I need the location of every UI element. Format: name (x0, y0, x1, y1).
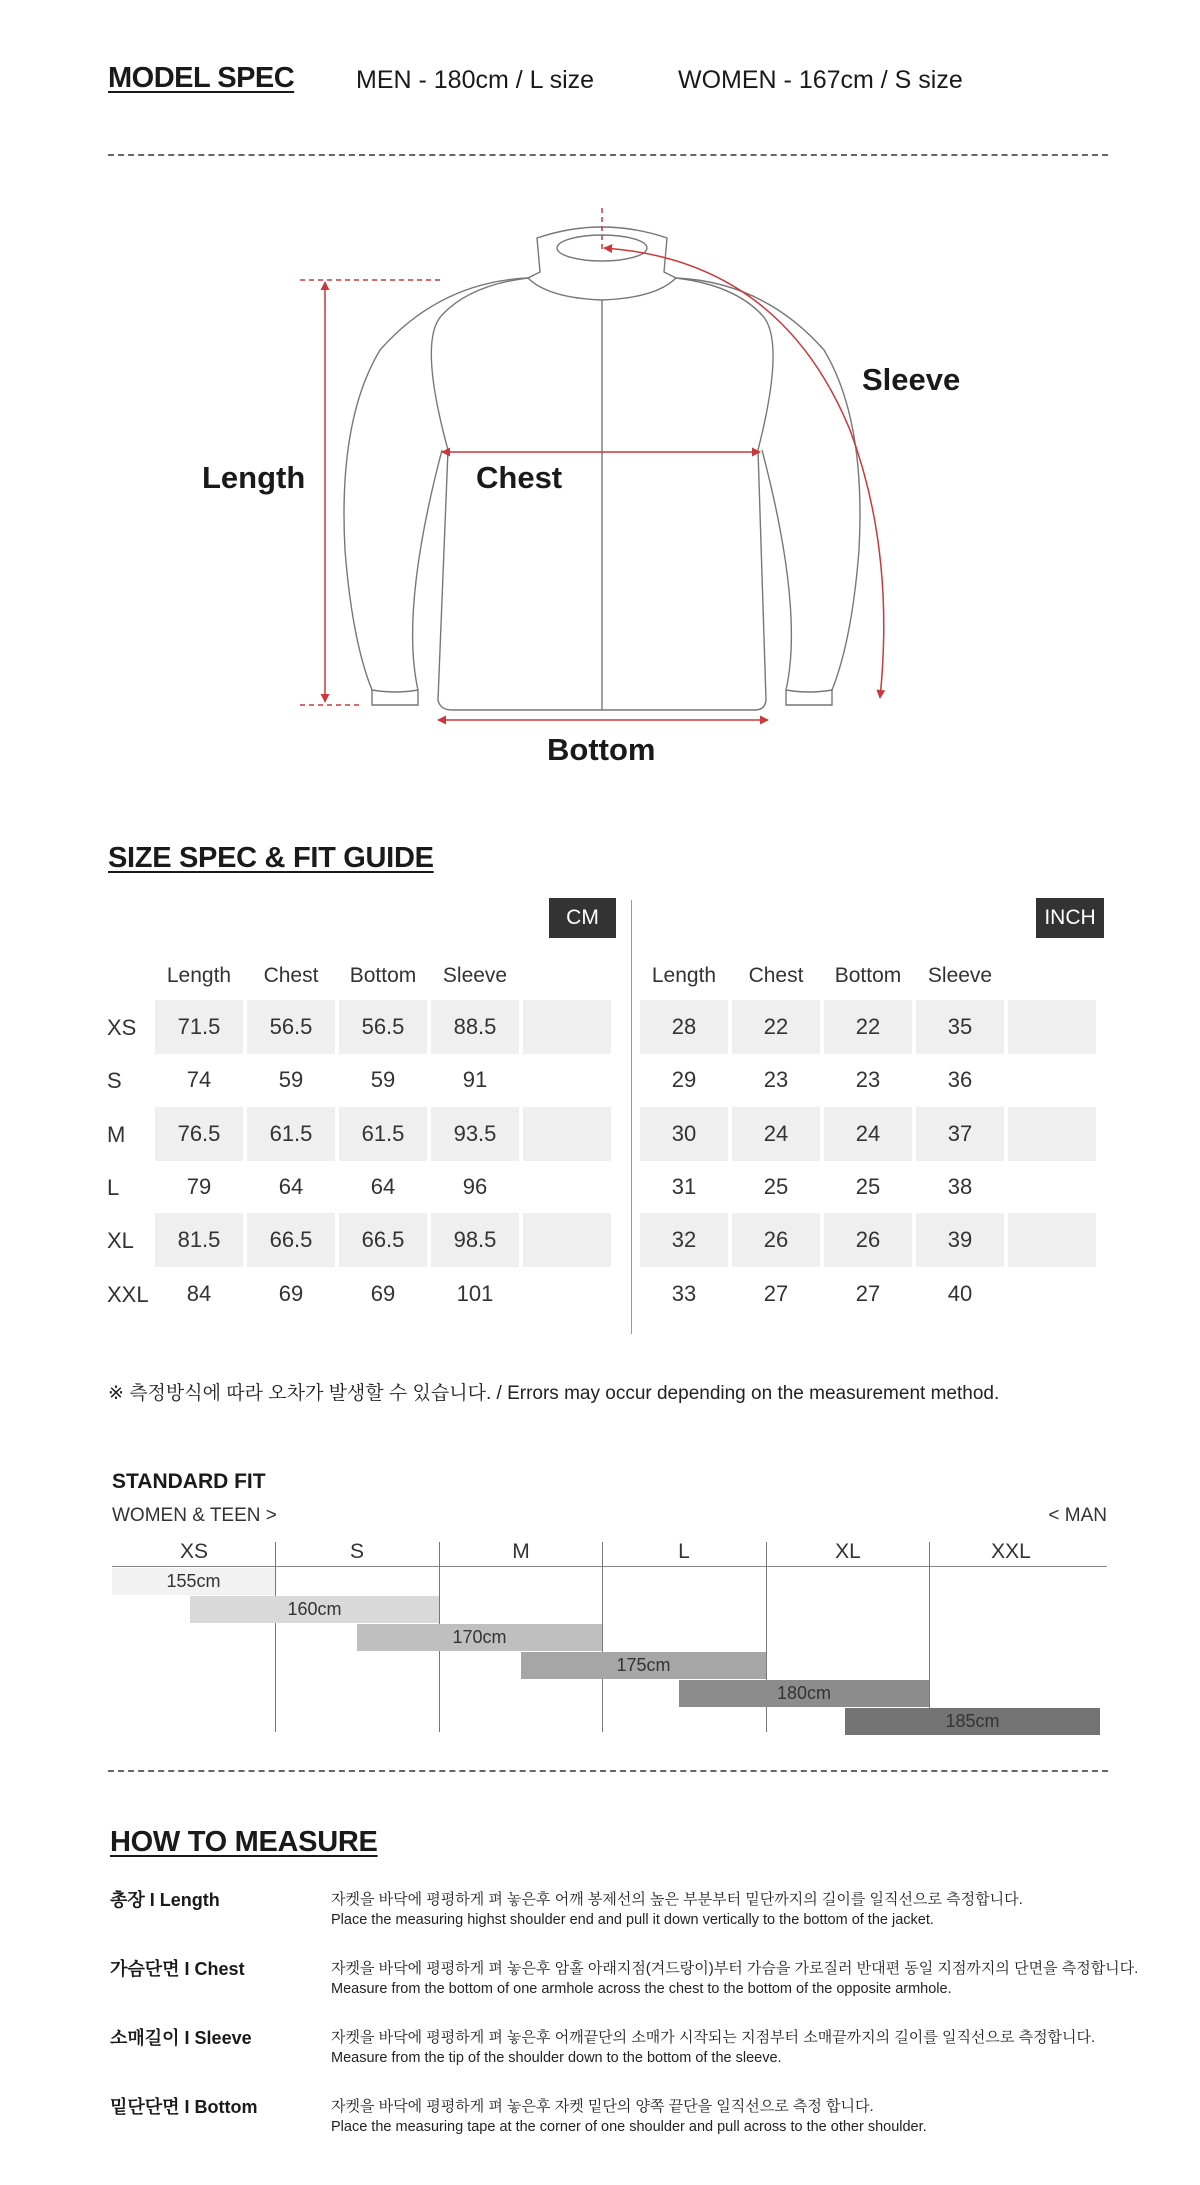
measure-label: 총장 I Length (110, 1890, 220, 1910)
cm-cell: 69 (278, 1280, 304, 1306)
inch-cell: 24 (824, 1107, 912, 1161)
cm-cell: 56.5 (247, 1000, 335, 1054)
measure-description-ko: 자켓을 바닥에 평평하게 펴 놓은후 암홀 아래지점(겨드랑이)부터 가슴을 가로질러 반대편 동일 지점까지의 단면을 측정합니다. (331, 1960, 1139, 1977)
measure-description-ko: 자켓을 바닥에 평평하게 펴 놓은후 어깨끝단의 소매가 시작되는 지점부터 소매끝까지의 길이를 일직선으로 측정합니다. (331, 2029, 1096, 2046)
cm-cell: 88.5 (431, 1000, 519, 1054)
cm-column-header: Bottom (349, 964, 417, 987)
measure-description-en: Place the measuring tape at the corner of one shoulder and pull across to the other shoulder. (331, 2119, 927, 2135)
cm-cell: 64 (370, 1173, 396, 1199)
inch-cell: 23 (855, 1067, 881, 1093)
cm-cell: 96 (462, 1173, 488, 1199)
diagram-chest-label: Chest (476, 460, 563, 495)
size-row-label: XXL (107, 1281, 149, 1307)
height-bar: 180cm (679, 1680, 929, 1707)
height-bar: 155cm (112, 1568, 275, 1595)
inch-cell: 27 (763, 1280, 789, 1306)
cm-cell: 59 (278, 1067, 304, 1093)
cm-cell: 91 (462, 1067, 488, 1093)
model-spec-title: MODEL SPEC (108, 62, 295, 94)
inch-cell: 27 (855, 1280, 881, 1306)
cm-empty-cell (523, 1213, 611, 1267)
model-spec-women: WOMEN - 167cm / S size (678, 66, 963, 94)
cm-cell: 79 (186, 1173, 212, 1199)
cm-cell: 76.5 (155, 1107, 243, 1161)
cm-column-header: Sleeve (442, 964, 508, 987)
measure-label: 가슴단면 I Chest (110, 1959, 245, 1979)
measure-description-ko: 자켓을 바닥에 평평하게 펴 놓은후 어깨 봉제선의 높은 부분부터 밑단까지의 길이를 일직선으로 측정합니다. (331, 1891, 1023, 1908)
fit-column-divider (929, 1542, 930, 1732)
measure-description-ko: 자켓을 바닥에 평평하게 펴 놓은후 자켓 밑단의 양쪽 끝단을 일직선으로 측정 합니다. (331, 2098, 874, 2115)
fit-size-label: L (678, 1540, 690, 1563)
cm-cell: 64 (278, 1173, 304, 1199)
size-row-label: L (107, 1174, 120, 1200)
fit-header-line (112, 1566, 1107, 1567)
cm-empty-cell (523, 1000, 611, 1054)
dashed-divider-bottom (108, 1770, 1108, 1772)
inch-empty-cell (1008, 1107, 1096, 1161)
cm-cell: 84 (186, 1280, 212, 1306)
cm-cell: 59 (370, 1067, 396, 1093)
how-to-measure-title: HOW TO MEASURE (110, 1826, 378, 1858)
inch-cell: 26 (824, 1213, 912, 1267)
inch-cell: 37 (916, 1107, 1004, 1161)
inch-empty-cell (1008, 1213, 1096, 1267)
inch-cell: 32 (640, 1213, 728, 1267)
cm-cell: 74 (186, 1067, 212, 1093)
cm-cell: 71.5 (155, 1000, 243, 1054)
cm-cell: 61.5 (247, 1107, 335, 1161)
size-row-label: S (107, 1068, 122, 1094)
model-spec-header (108, 62, 963, 102)
inch-cell: 26 (732, 1213, 820, 1267)
fit-column-divider (602, 1542, 603, 1732)
cm-cell: 101 (456, 1280, 494, 1306)
fit-size-label: XXL (991, 1540, 1031, 1563)
height-bar: 170cm (357, 1624, 602, 1651)
measure-label: 소매길이 I Sleeve (110, 2028, 252, 2048)
height-bar: 185cm (845, 1708, 1100, 1735)
cm-unit-badge: CM (549, 898, 616, 938)
inch-cell: 40 (947, 1280, 973, 1306)
fit-size-label: XL (835, 1540, 861, 1563)
diagram-length-label: Length (202, 460, 306, 495)
inch-column-header: Chest (748, 964, 804, 987)
inch-unit-badge: INCH (1036, 898, 1104, 938)
size-row-label: M (107, 1121, 126, 1147)
diagram-sleeve-label: Sleeve (862, 362, 961, 397)
diagram-bottom-label: Bottom (547, 732, 656, 767)
measurement-note: ※ 측정방식에 따라 오차가 발생할 수 있습니다. / Errors may occur depending on the measurement method. (108, 1383, 1000, 1404)
inch-cell: 30 (640, 1107, 728, 1161)
cm-cell: 93.5 (431, 1107, 519, 1161)
inch-cell: 39 (916, 1213, 1004, 1267)
cm-cell: 66.5 (247, 1213, 335, 1267)
height-bar: 160cm (190, 1596, 439, 1623)
inch-cell: 22 (824, 1000, 912, 1054)
cm-cell: 56.5 (339, 1000, 427, 1054)
inch-cell: 28 (640, 1000, 728, 1054)
inch-cell: 31 (671, 1173, 697, 1199)
inch-cell: 23 (763, 1067, 789, 1093)
model-spec-men: MEN - 180cm / L size (356, 66, 595, 94)
inch-cell: 38 (947, 1173, 973, 1199)
inch-column-header: Sleeve (927, 964, 993, 987)
cm-column-header: Chest (263, 964, 319, 987)
cm-cell: 81.5 (155, 1213, 243, 1267)
inch-cell: 35 (916, 1000, 1004, 1054)
inch-cell: 36 (947, 1067, 973, 1093)
measure-label: 밑단단면 I Bottom (110, 2097, 258, 2117)
cm-column-header: Length (166, 964, 232, 987)
size-row-label: XL (107, 1228, 134, 1254)
standard-fit-title: STANDARD FIT (112, 1470, 266, 1493)
inch-cell: 22 (732, 1000, 820, 1054)
inch-cell: 24 (732, 1107, 820, 1161)
fit-column-divider (275, 1542, 276, 1732)
table-divider (631, 900, 632, 1334)
fit-size-label: XS (179, 1540, 208, 1563)
cm-empty-cell (523, 1107, 611, 1161)
cm-cell: 61.5 (339, 1107, 427, 1161)
size-spec-title: SIZE SPEC & FIT GUIDE (108, 842, 434, 874)
inch-column-header: Length (651, 964, 717, 987)
cm-cell: 66.5 (339, 1213, 427, 1267)
inch-cell: 25 (855, 1173, 881, 1199)
measure-description-en: Measure from the tip of the shoulder down to the bottom of the sleeve. (331, 2050, 782, 2066)
height-bar: 175cm (521, 1652, 766, 1679)
inch-column-header: Bottom (834, 964, 902, 987)
size-row-label: XS (107, 1015, 137, 1040)
cm-cell: 98.5 (431, 1213, 519, 1267)
fit-size-label: M (512, 1540, 530, 1563)
inch-empty-cell (1008, 1000, 1096, 1054)
measure-description-en: Measure from the bottom of one armhole across the chest to the bottom of the opposite armhole. (331, 1981, 952, 1997)
inch-cell: 25 (763, 1173, 789, 1199)
man-label: < MAN (1048, 1505, 1107, 1526)
inch-cell: 33 (671, 1280, 697, 1306)
fit-size-label: S (349, 1540, 364, 1563)
dashed-divider-top (108, 154, 1108, 156)
inch-cell: 29 (671, 1067, 697, 1093)
cm-cell: 69 (370, 1280, 396, 1306)
women-teen-label: WOMEN & TEEN > (112, 1505, 277, 1526)
jacket-illustration (0, 190, 1200, 790)
measure-description-en: Place the measuring highst shoulder end and pull it down vertically to the bottom of the jacket. (331, 1912, 934, 1928)
